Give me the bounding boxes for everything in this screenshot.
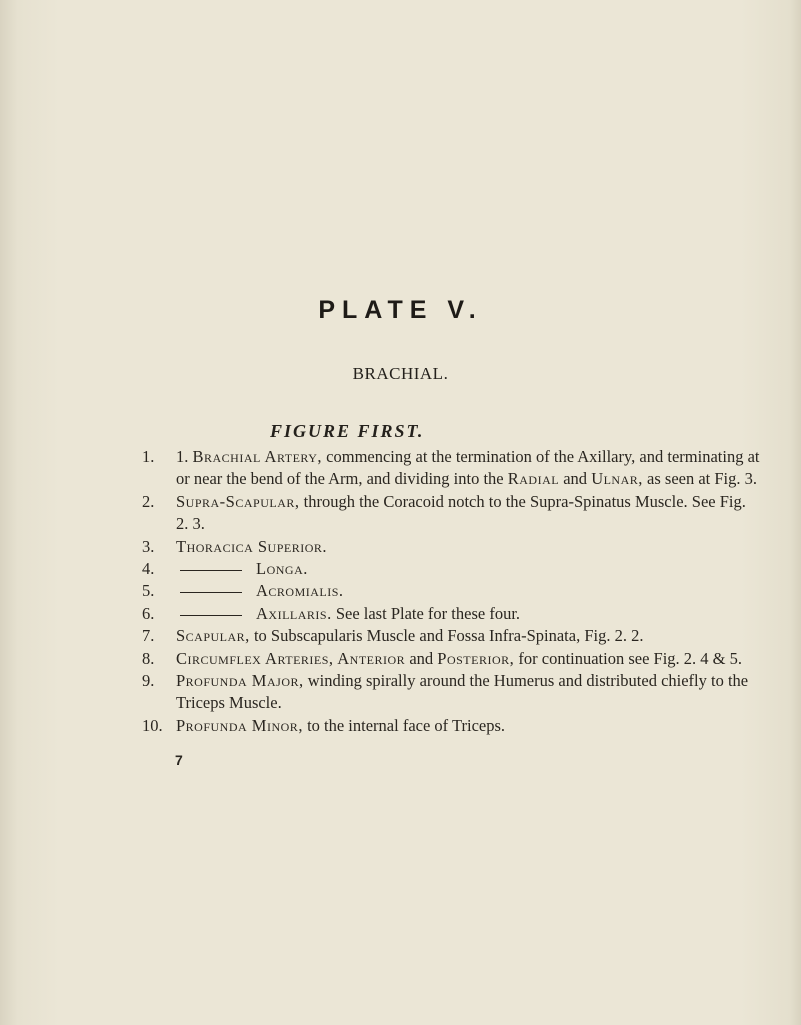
figure-heading: FIGURE FIRST. [270, 421, 425, 441]
artery-name: Profunda Major, [176, 671, 304, 691]
artery-name: Acromialis. [256, 581, 344, 601]
artery-name: Thoracica Superior. [176, 536, 328, 556]
item-text: and [405, 648, 438, 668]
item-text: through the Coracoid notch to the Supra-Spinatus Muscle. See Fig. 2. 3. [176, 491, 746, 534]
item-text: for continuation see Fig. 2. 4 & 5. [514, 648, 743, 668]
item-text: to the internal face of Triceps. [302, 715, 506, 735]
list-item [142, 648, 762, 670]
list-item [142, 670, 762, 715]
artery-name: Scapular, [176, 626, 250, 646]
item-text: to Subscapularis Muscle and Fossa Infra-Spinata, Fig. 2. 2. [249, 626, 644, 646]
item-prefix: 1. [176, 447, 193, 466]
item-text: winding spirally around the Humerus and distributed chiefly to the Triceps Muscle. [176, 671, 749, 713]
item-text: See last Plate for these four. [331, 603, 521, 623]
item-text: as seen at Fig. 3. [642, 469, 758, 489]
artery-name: Ulnar, [591, 469, 643, 489]
ditto-dash [180, 615, 242, 616]
item-text: and [559, 469, 592, 489]
list-item [142, 558, 762, 580]
artery-name: Posterior, [437, 648, 515, 668]
artery-name: Profunda Minor, [176, 715, 303, 735]
artery-name: Circumflex Arteries, Anterior [176, 648, 406, 668]
list-item [142, 580, 762, 602]
plate-title: PLATE V. [318, 296, 483, 324]
artery-name: Brachial Artery, [192, 447, 323, 466]
list-item [142, 446, 762, 491]
item-number: 3. [142, 536, 155, 556]
artery-name: Longa. [256, 559, 308, 579]
item-number: 10. [142, 715, 163, 735]
item-text: commencing at the termination of the Axillary, and terminating at or near the bend of the Arm, and dividing into the [176, 447, 760, 489]
item-number: 6. [142, 603, 155, 623]
list-item [142, 603, 762, 625]
page-marker: 7 [175, 752, 183, 768]
item-number: 7. [142, 626, 155, 646]
item-number: 8. [142, 648, 155, 668]
item-number: 5. [142, 581, 155, 601]
ditto-dash [180, 570, 242, 571]
item-number: 4. [142, 559, 155, 579]
subject-heading: BRACHIAL. [352, 364, 449, 383]
item-number: 9. [142, 671, 155, 691]
item-number: 2. [142, 491, 155, 511]
artery-name: Radial [507, 469, 560, 489]
artery-name: Axillaris. [256, 603, 332, 623]
item-number: 1. [142, 447, 155, 466]
list-item [142, 491, 762, 536]
list-item [142, 536, 762, 558]
artery-list [142, 446, 762, 737]
list-item [142, 715, 762, 737]
ditto-dash [180, 592, 242, 593]
artery-name: Supra-Scapular, [176, 491, 300, 511]
list-item [142, 625, 762, 647]
